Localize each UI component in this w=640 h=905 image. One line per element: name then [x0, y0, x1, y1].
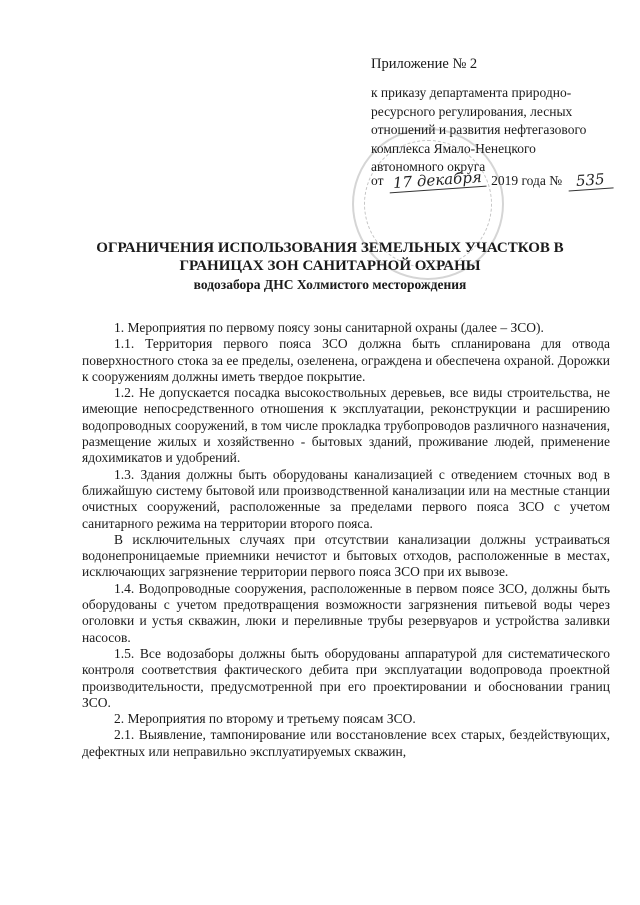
paragraph: 1.2. Не допускается посадка высокоствольных деревьев, все виды строительства, не имеющие непосредственного отношения к эксплуатации, реконструкции и расширению водопроводных сооружений, в том числе прокладка трубопроводов различного назначения, размещение жилых и хозяйственно - бытовых зданий, проживание людей, применение ядохимикатов и удобрений. [82, 385, 610, 466]
document-body [82, 320, 610, 760]
title-line-1: ОГРАНИЧЕНИЯ ИСПОЛЬЗОВАНИЯ ЗЕМЕЛЬНЫХ УЧАСТКОВ В [96, 240, 564, 256]
paragraph: 1.3. Здания должны быть оборудованы канализацией с отведением сточных вод в ближайшую систему бытовой или производственной канализации или на местные станции очистных сооружений, расположенные за пределами первого пояса ЗСО с учетом санитарного режима на территории второго пояса. [82, 466, 610, 531]
title-line-3: водозабора ДНС Холмистого месторождения [193, 277, 467, 292]
handwritten-number: 535 [567, 169, 613, 191]
title-line-2: ГРАНИЦАХ ЗОН САНИТАРНОЙ ОХРАНЫ [179, 258, 481, 274]
paragraph: 2.1. Выявление, тампонирование или восстановление всех старых, бездействующих, дефектных или неправильно эксплуатируемых скважин, [82, 727, 610, 759]
handwritten-date [388, 168, 486, 194]
order-date-line [371, 167, 614, 193]
paragraph: 2. Мероприятия по второму и третьему поясам ЗСО. [114, 711, 416, 727]
paragraph: 1.4. Водопроводные сооружения, расположенные в первом поясе ЗСО, должны быть оборудованы с учетом предотвращения возможности загрязнения питьевой воды через оголовки и устья скважин, люки и переливные трубы резервуаров и устройства заливки насосов. [82, 580, 610, 645]
order-reference: к приказу департамента природно-ресурсного регулирования, лесных отношений и развития нефтегазового комплекса Ямало-Ненецкого автономного округа [371, 85, 587, 174]
paragraph: 1.1. Территория первого пояса ЗСО должна быть спланирована для отвода поверхностного стока за ее пределы, озеленена, ограждена и обеспечена охраной. Дорожки к сооружениям должны иметь твердое покрытие. [82, 336, 610, 384]
annex-number: Приложение № 2 [371, 56, 478, 72]
date-day: 17 [392, 172, 413, 193]
paragraph: 1.5. Все водозаборы должны быть оборудованы аппаратурой для систематического контроля соответствия фактического дебита при эксплуатации водопровода проектной производительности, предусмотренной при его проектировании и обосновании границ ЗСО. [82, 645, 610, 710]
paragraph: В исключительных случаях при отсутствии канализации должны устраиваться водонепроницаемые приемники нечистот и бытовых отходов, расположенные в местах, исключающих загрязнение территории первого пояса ЗСО при их вывозе. [82, 531, 610, 580]
date-month: декабря [416, 167, 483, 191]
paragraph: 1. Мероприятия по первому поясу зоны санитарной охраны (далее – ЗСО). [114, 320, 544, 335]
date-suffix: 2019 года № [491, 173, 563, 188]
date-prefix: от [371, 173, 384, 188]
